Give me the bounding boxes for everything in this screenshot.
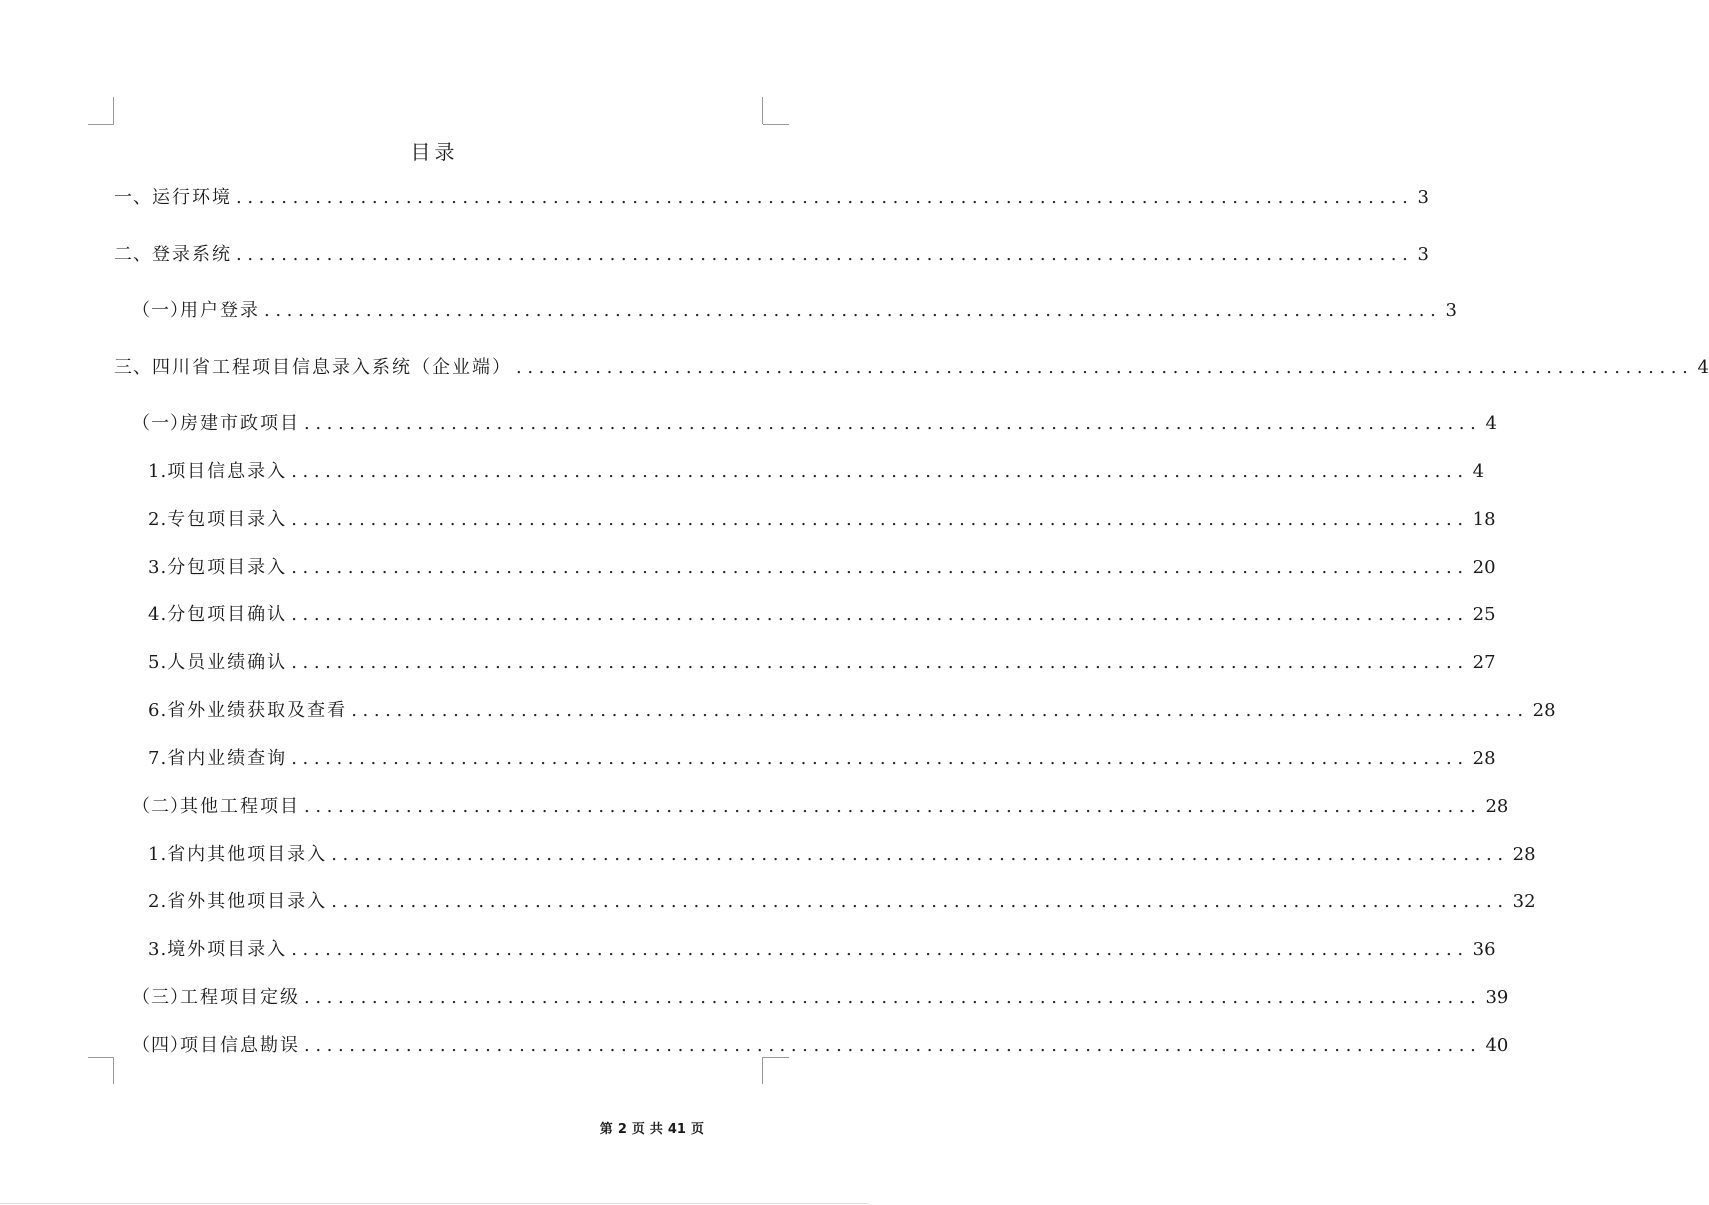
toc-entry-number: 2. — [148, 509, 168, 530]
toc-entry-text: 境外项目录入 — [167, 939, 288, 960]
page-footer — [600, 1118, 704, 1137]
toc-leader-dots: ........................................................................................................ — [264, 300, 1442, 321]
toc-leader-dots: ........................................................................................................ — [516, 357, 1694, 378]
toc-entry-page: 39 — [1485, 987, 1509, 1008]
toc-entry-page: 36 — [1472, 939, 1496, 960]
footer-total-word: 共 — [649, 1122, 663, 1137]
toc-leader-dots: ........................................................................................................ — [291, 557, 1469, 578]
toc-entry-number: 5. — [148, 652, 168, 673]
toc-entry-number: （一） — [132, 413, 189, 434]
toc-entry[interactable] — [114, 184, 1429, 210]
toc-leader-dots: ........................................................................................................ — [236, 244, 1414, 265]
toc-leader-dots: ........................................................................................................ — [304, 987, 1482, 1008]
toc-entry-page: 40 — [1485, 1035, 1509, 1056]
toc-entry[interactable] — [132, 1032, 1509, 1058]
toc-leader-dots: ........................................................................................................ — [291, 939, 1469, 960]
toc-leader-dots: ........................................................................................................ — [331, 844, 1509, 865]
toc-entry-number: 3. — [148, 557, 168, 578]
footer-prefix: 第 — [599, 1122, 613, 1137]
toc-entry[interactable] — [148, 697, 1556, 723]
toc-entry[interactable] — [132, 793, 1509, 819]
toc-entry[interactable] — [132, 410, 1497, 436]
toc-entry-number: 2. — [148, 891, 168, 912]
toc-entry[interactable] — [148, 458, 1485, 484]
footer-current-page: 2 — [617, 1122, 627, 1137]
toc-entry-text: 登录系统 — [152, 244, 232, 265]
toc-leader-dots: ........................................................................................................ — [291, 652, 1469, 673]
toc-entry[interactable] — [132, 984, 1509, 1010]
toc-leader-dots: ........................................................................................................ — [291, 509, 1469, 530]
crop-mark-top-left-h — [88, 124, 114, 125]
toc-entry-page: 3 — [1445, 300, 1457, 321]
crop-mark-bottom-right-v — [762, 1057, 763, 1084]
toc-entry-text: 省外其他项目录入 — [167, 891, 328, 912]
crop-mark-bottom-left-v — [113, 1057, 114, 1084]
toc-entry-text: 人员业绩确认 — [167, 652, 288, 673]
toc-entry-text: 分包项目录入 — [167, 557, 288, 578]
toc-entry-number: （三） — [132, 987, 189, 1008]
toc-entry-page: 4 — [1697, 357, 1709, 378]
toc-entry-text: 项目信息录入 — [167, 461, 288, 482]
toc-entry-number: 1. — [148, 844, 168, 865]
toc-entry-text: 运行环境 — [152, 187, 232, 208]
crop-mark-bottom-right-h — [763, 1057, 789, 1058]
toc-entry-page: 3 — [1417, 187, 1429, 208]
toc-entry-number: （二） — [132, 796, 189, 817]
crop-mark-bottom-left-h — [88, 1057, 114, 1058]
toc-entry-page: 4 — [1485, 413, 1497, 434]
toc-leader-dots: ........................................................................................................ — [236, 187, 1414, 208]
footer-page-word: 页 — [631, 1122, 645, 1137]
toc-leader-dots: ........................................................................................................ — [304, 413, 1482, 434]
toc-entry-number: 二、 — [114, 244, 152, 265]
toc-entry-text: 省内业绩查询 — [167, 748, 288, 769]
footer-suffix: 页 — [690, 1122, 704, 1137]
toc-entry-number: 3. — [148, 939, 168, 960]
toc-title: 目录 — [410, 140, 459, 164]
toc-entry-number: （一） — [132, 300, 189, 321]
toc-entry-page: 20 — [1472, 557, 1496, 578]
toc-entry-text: 四川省工程项目信息录入系统（企业端） — [152, 357, 512, 378]
toc-entry-page: 28 — [1532, 700, 1556, 721]
toc-entry-page: 25 — [1472, 604, 1496, 625]
crop-mark-top-right-v — [762, 97, 763, 124]
toc-entry-number: 三、 — [114, 357, 152, 378]
toc-leader-dots: ........................................................................................................ — [331, 891, 1509, 912]
toc-entry-number: 6. — [148, 700, 168, 721]
toc-entry[interactable] — [148, 649, 1496, 675]
toc-entry[interactable] — [148, 936, 1496, 962]
crop-mark-top-right-h — [763, 124, 789, 125]
toc-leader-dots: ........................................................................................................ — [351, 700, 1529, 721]
toc-entry[interactable] — [114, 354, 1709, 380]
toc-entry-page: 18 — [1472, 509, 1496, 530]
toc-entry-page: 3 — [1417, 244, 1429, 265]
toc-entry-text: 省外业绩获取及查看 — [167, 700, 348, 721]
toc-entry-text: 工程项目定级 — [180, 987, 300, 1008]
toc-entry[interactable] — [114, 241, 1429, 267]
toc-entry-page: 28 — [1485, 796, 1509, 817]
toc-entry-text: 用户登录 — [180, 300, 260, 321]
toc-entry[interactable] — [132, 297, 1457, 323]
toc-entry-number: 7. — [148, 748, 168, 769]
toc-entry[interactable] — [148, 888, 1536, 914]
toc-entry-text: 专包项目录入 — [167, 509, 288, 530]
toc-entry-text: 分包项目确认 — [167, 604, 288, 625]
toc-leader-dots: ........................................................................................................ — [291, 461, 1469, 482]
toc-entry-page: 28 — [1472, 748, 1496, 769]
toc-entry-page: 27 — [1472, 652, 1496, 673]
toc-leader-dots: ........................................................................................................ — [291, 748, 1469, 769]
toc-entry-page: 4 — [1472, 461, 1485, 482]
page-bottom-edge — [0, 1203, 869, 1204]
toc-entry-page: 32 — [1512, 891, 1536, 912]
footer-total-pages: 41 — [667, 1122, 686, 1137]
toc-leader-dots: ........................................................................................................ — [304, 1035, 1482, 1056]
toc-entry-page: 28 — [1512, 844, 1536, 865]
toc-entry-text: 项目信息勘误 — [180, 1035, 300, 1056]
toc-entry-number: 4. — [148, 604, 168, 625]
toc-entry-text: 省内其他项目录入 — [167, 844, 328, 865]
toc-entry-number: 一、 — [114, 187, 152, 208]
crop-mark-top-left-v — [113, 97, 114, 124]
toc-entry-text: 其他工程项目 — [180, 796, 300, 817]
toc-entry-number: 1. — [148, 461, 168, 482]
toc-entry[interactable] — [148, 506, 1496, 532]
toc-entry[interactable] — [148, 841, 1536, 867]
toc-entry[interactable] — [148, 745, 1496, 771]
toc-leader-dots: ........................................................................................................ — [304, 796, 1482, 817]
toc-leader-dots: ........................................................................................................ — [291, 604, 1469, 625]
toc-entry-text: 房建市政项目 — [180, 413, 300, 434]
toc-entry-number: （四） — [132, 1035, 189, 1056]
toc-entry[interactable] — [148, 601, 1496, 627]
toc-entry[interactable] — [148, 554, 1496, 580]
